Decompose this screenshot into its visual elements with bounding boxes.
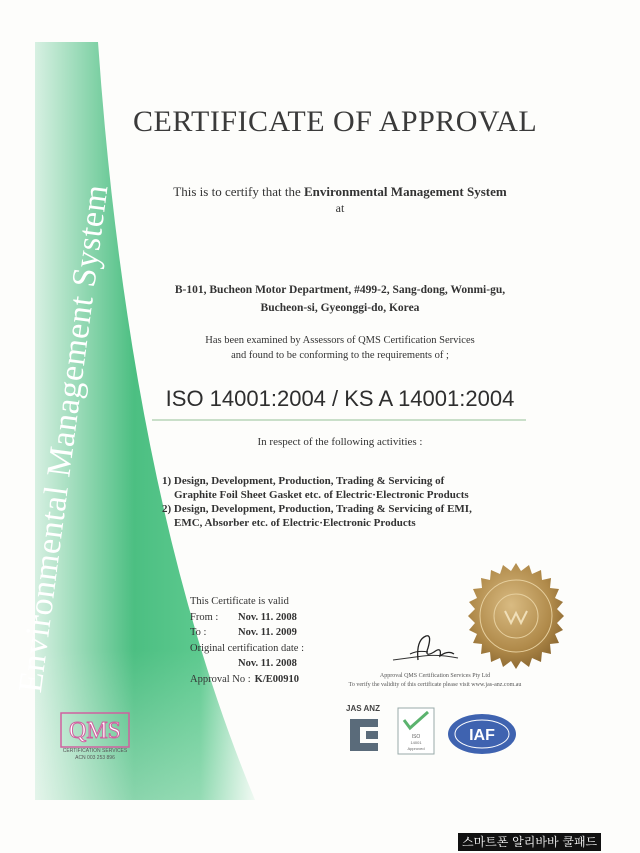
gold-seal-icon xyxy=(463,563,569,669)
signature-icon xyxy=(388,630,468,670)
svg-text:Approved: Approved xyxy=(407,746,425,751)
address-line-1: B-101, Bucheon Motor Department, #499-2, Sang-dong, Wonmi-gu, xyxy=(174,284,506,296)
approver-line-2: To verify the validity of this certificate please visit www.jas-anz.com.au xyxy=(348,682,522,688)
activity-item xyxy=(162,474,532,502)
qms-caption-2: ACN 003 253 896 xyxy=(75,755,115,761)
examined-line-2: and found to be conforming to the requirements of ; xyxy=(231,350,449,361)
approval-label: Approval No : xyxy=(190,673,251,685)
system-name: Environmental Management System xyxy=(304,184,507,199)
original-date-value: Nov. 11. 2008 xyxy=(238,658,297,669)
svg-text:ISO: ISO xyxy=(411,734,421,740)
approval-value: K/E00910 xyxy=(254,673,300,685)
watermark-caption: 스마트폰 알리바바 쿨패드 xyxy=(458,833,601,851)
examined-statement xyxy=(130,333,550,363)
valid-to-row xyxy=(190,625,360,641)
qms-caption xyxy=(50,748,140,762)
jas-anz-logo-icon xyxy=(338,705,388,755)
approver-line-1: Approval QMS Certification Services Pty Ltd xyxy=(379,673,491,679)
standard-title: ISO 14001:2004 / KS A 14001:2004 xyxy=(165,386,515,411)
original-date-row xyxy=(190,656,360,672)
valid-from-value: Nov. 11. 2008 xyxy=(238,611,297,623)
activity-line: 1) Design, Development, Production, Trading & Servicing of xyxy=(162,475,445,487)
certify-at: at xyxy=(335,201,345,215)
activities-list xyxy=(162,474,532,530)
address-block xyxy=(140,281,540,317)
certificate-title: CERTIFICATE OF APPROVAL xyxy=(133,105,538,138)
jas-anz-label: JAS ANZ xyxy=(346,704,380,713)
iaf-text: IAF xyxy=(469,727,495,744)
original-date-label: Original certification date : xyxy=(190,642,304,654)
validity-heading: This Certificate is valid xyxy=(190,596,289,607)
approver-caption xyxy=(330,672,540,690)
iaf-logo-icon xyxy=(446,712,518,756)
qms-caption-1: CERTIFICATION SERVICES xyxy=(62,748,128,754)
qms-mark-text: QMS xyxy=(68,718,122,744)
examined-line-1: Has been examined by Assessors of QMS Certification Services xyxy=(205,335,475,346)
respect-heading: In respect of the following activities : xyxy=(257,436,423,448)
valid-from-label: From : xyxy=(190,611,219,623)
activity-line: Graphite Foil Sheet Gasket etc. of Electric·Electronic Products xyxy=(174,489,469,501)
side-banner-text: Environmental Management System xyxy=(12,182,116,695)
valid-to-label: To : xyxy=(190,627,207,638)
activity-line: 2) Design, Development, Production, Trading & Servicing of EMI, xyxy=(162,503,472,515)
address-line-2: Bucheon-si, Gyeonggi-do, Korea xyxy=(260,302,420,314)
valid-to-value: Nov. 11. 2009 xyxy=(238,627,297,638)
activity-line: EMC, Absorber etc. of Electric·Electronic Products xyxy=(174,517,416,529)
svg-text:14001: 14001 xyxy=(410,740,422,745)
valid-from-row xyxy=(190,610,360,626)
approved-company-logo-icon xyxy=(396,706,436,756)
certify-statement xyxy=(150,184,530,200)
certify-prefix: This is to certify that the xyxy=(173,184,301,199)
spacer xyxy=(190,656,238,672)
activity-item xyxy=(162,502,532,530)
standard-underline xyxy=(152,419,526,421)
